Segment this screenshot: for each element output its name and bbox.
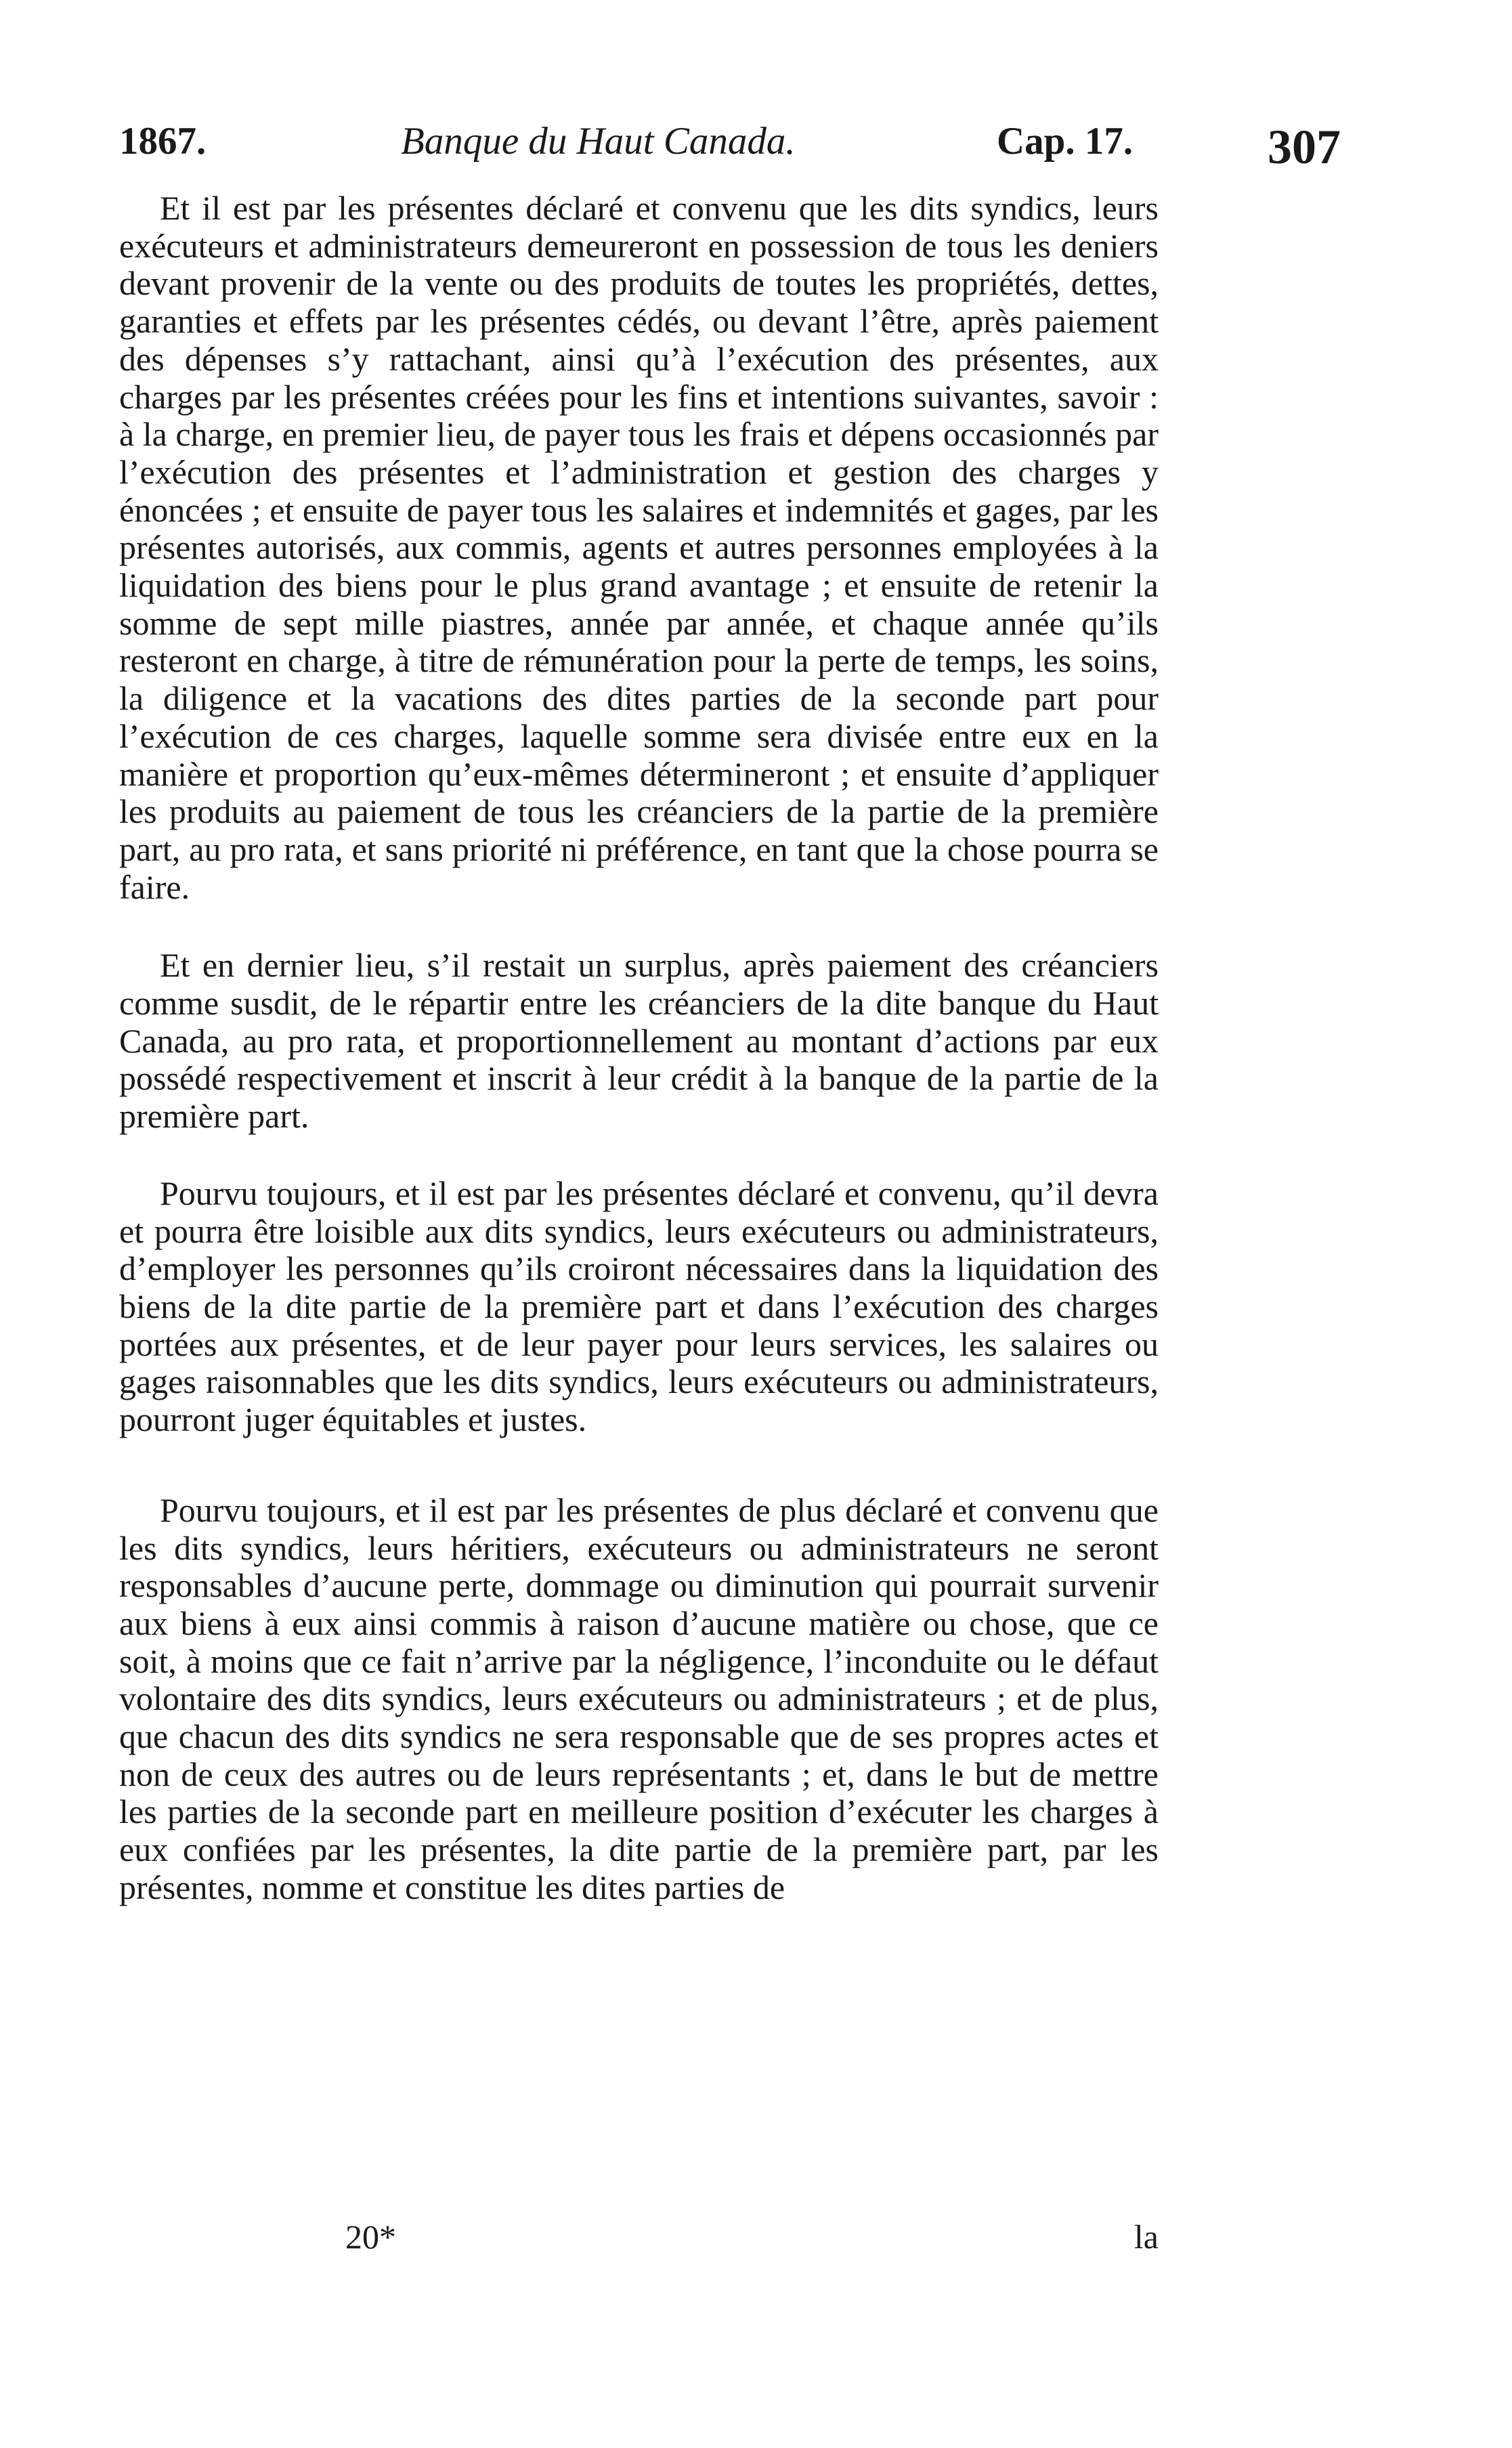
- header-title: Banque du Haut Canada.: [401, 120, 796, 163]
- paragraph: Et en dernier lieu, s’il restait un surplus, après paiement des créanciers comme susdit, de le répartir entre les créanciers de la dite banque du Haut Canada, au pro rata, et proportionnellement au montant d’actions par eux possédé respectivement et inscrit à leur crédit à la banque de la partie de la première part.: [119, 946, 1159, 1136]
- page-footer: [119, 2217, 1159, 2264]
- page-number: 307: [1268, 120, 1341, 174]
- catchword: la: [1133, 2218, 1159, 2256]
- running-header: [119, 119, 1341, 180]
- header-chapter: Cap. 17.: [997, 120, 1133, 163]
- header-year: 1867.: [119, 120, 207, 163]
- signature-mark: 20*: [345, 2218, 396, 2256]
- paragraph: Et il est par les présentes déclaré et convenu que les dits syndics, leurs exécuteurs et administrateurs demeureront en possession de tous les deniers devant provenir de la vente ou des produits de toutes les propriétés, dettes, garanties et effets par les présentes cédés, ou devant l’être, après paiement des dépenses s’y rattachant, ainsi qu’à l’exécution des présentes, aux charges par les présentes créées pour les fins et intentions suivantes, savoir : à la charge, en premier lieu, de payer tous les frais et dépens occasionnés par l’exécution des présentes et l’administration et gestion des charges y énoncées ; et ensuite de payer tous les salaires et indemnités et gages, par les présentes autorisés, aux commis, agents et autres personnes employées à la liquidation des biens pour le plus grand avantage ; et ensuite de retenir la somme de sept mille piastres, année par année, et chaque année qu’ils resteront en charge, à titre de rémunération pour la perte de temps, les soins, la diligence et la vacations des dites parties de la seconde part pour l’exécution de ces charges, laquelle somme sera divisée entre eux en la manière et proportion qu’eux-mêmes détermineront ; et ensuite d’appliquer les produits au paiement de tous les créanciers de la partie de la première part, au pro rata, et sans priorité ni préférence, en tant que la chose pourra se faire.: [119, 189, 1159, 906]
- paragraph: Pourvu toujours, et il est par les présentes de plus déclaré et convenu que les dits syndics, leurs héritiers, exécuteurs ou administrateurs ne seront responsables d’aucune perte, dommage ou diminution qui pourrait survenir aux biens à eux ainsi commis à raison d’aucune matière ou chose, que ce soit, à moins que ce fait n’arrive par la négligence, l’inconduite ou le défaut volontaire des dits syndics, leurs exécuteurs ou administrateurs ; et de plus, que chacun des dits syndics ne sera responsable que de ses propres actes et non de ceux des autres ou de leurs représentants ; et, dans le but de mettre les parties de la seconde part en meilleure position d’exécuter les charges à eux confiées par les présentes, la dite partie de la première part, par les présentes, nomme et constitue les dites parties de: [119, 1490, 1159, 1906]
- page-body: [119, 190, 1159, 1907]
- paragraph: Pourvu toujours, et il est par les présentes déclaré et convenu, qu’il devra et pourra être loisible aux dits syndics, leurs exécuteurs ou administrateurs, d’employer les personnes qu’ils croiront nécessaires dans la liquidation des biens de la dite partie de la première part et dans l’exécution des charges portées aux présentes, et de leur payer pour leurs services, les salaires ou gages raisonnables que les dits syndics, leurs exécuteurs ou administrateurs, pourront juger équitables et justes.: [119, 1174, 1159, 1439]
